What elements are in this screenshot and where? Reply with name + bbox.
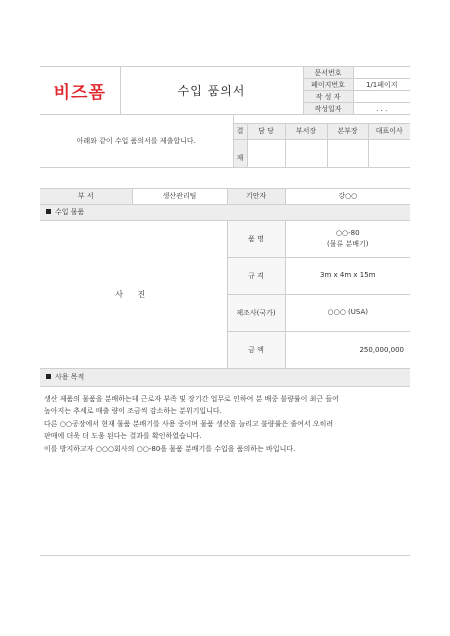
drafter-label: 기안자 bbox=[227, 188, 285, 204]
footer-divider bbox=[40, 555, 410, 556]
amount-label: 금 액 bbox=[227, 331, 285, 368]
amount-value: 250,000,000 bbox=[285, 331, 410, 368]
logo: 비즈폼 bbox=[40, 67, 120, 115]
doc-number-label: 문서번호 bbox=[303, 67, 353, 79]
approval-side-top: 결 bbox=[233, 123, 247, 139]
date-value: . . . bbox=[353, 103, 410, 115]
spec-value: 3m x 4m x 15m bbox=[285, 257, 410, 294]
purpose-line: 다른 ○○공장에서 현재 물품 분배기를 사용 중이며 물품 생산을 늘리고 불량률은 줄여서 오히려 bbox=[44, 419, 334, 428]
dept-label: 부 서 bbox=[40, 188, 132, 204]
purpose-line: 높아지는 추세로 매출 량이 조금씩 감소하는 분위기입니다. bbox=[44, 407, 222, 415]
document-page bbox=[40, 66, 410, 459]
dept-value: 생산관리팀 bbox=[132, 188, 227, 204]
square-bullet-icon bbox=[46, 374, 51, 379]
purpose-line: 생산 제품의 물품을 분배하는데 근로자 부족 및 장기간 업무로 인하여 분 배중 불량률이 최근 들어 bbox=[44, 394, 339, 403]
drafter-value: 강○○ bbox=[285, 188, 410, 204]
photo-placeholder: 사 진 bbox=[40, 220, 227, 368]
submission-intro: 아래와 같이 수입 품의서를 제출합니다. bbox=[40, 115, 233, 167]
purpose-text bbox=[40, 386, 410, 459]
approval-side-bottom: 재 bbox=[233, 139, 247, 167]
document-header bbox=[40, 66, 410, 115]
square-bullet-icon bbox=[46, 209, 51, 214]
signature-box-manager[interactable] bbox=[247, 139, 285, 167]
signature-box-dept-head[interactable] bbox=[285, 139, 327, 167]
proposal-body bbox=[40, 188, 410, 460]
purpose-line: 판매에 더욱 더 도움 된다는 결과를 확인하였습니다. bbox=[44, 432, 202, 440]
item-name-label: 품 명 bbox=[227, 220, 285, 257]
signature-box-ceo[interactable] bbox=[368, 139, 410, 167]
date-label: 작성일자 bbox=[303, 103, 353, 115]
approval-section bbox=[40, 115, 410, 168]
approval-col-division-head: 본부장 bbox=[327, 123, 368, 139]
manufacturer-value: ○○○ (USA) bbox=[285, 294, 410, 331]
author-value bbox=[353, 91, 410, 103]
signature-box-division-head[interactable] bbox=[327, 139, 368, 167]
page-number-value: 1/1페이지 bbox=[353, 79, 410, 91]
doc-number-value bbox=[353, 67, 410, 79]
approval-col-manager: 담 당 bbox=[247, 123, 285, 139]
page-number-label: 페이지번호 bbox=[303, 79, 353, 91]
approval-col-dept-head: 부서장 bbox=[285, 123, 327, 139]
author-label: 작 성 자 bbox=[303, 91, 353, 103]
spec-label: 규 격 bbox=[227, 257, 285, 294]
item-name-value: ○○-80 (물류 분배기) bbox=[285, 220, 410, 257]
document-title: 수입 품의서 bbox=[120, 67, 303, 115]
manufacturer-label: 제조사(국가) bbox=[227, 294, 285, 331]
purpose-heading: 사용 목적 bbox=[40, 368, 410, 386]
import-item-heading: 수입 물품 bbox=[40, 204, 410, 220]
purpose-line: 이를 방지하고자 ○○○회사의 ○○-80을 물품 분배기를 수입을 품의하는 바입니다. bbox=[44, 444, 296, 453]
approval-col-ceo: 대표이사 bbox=[368, 123, 410, 139]
